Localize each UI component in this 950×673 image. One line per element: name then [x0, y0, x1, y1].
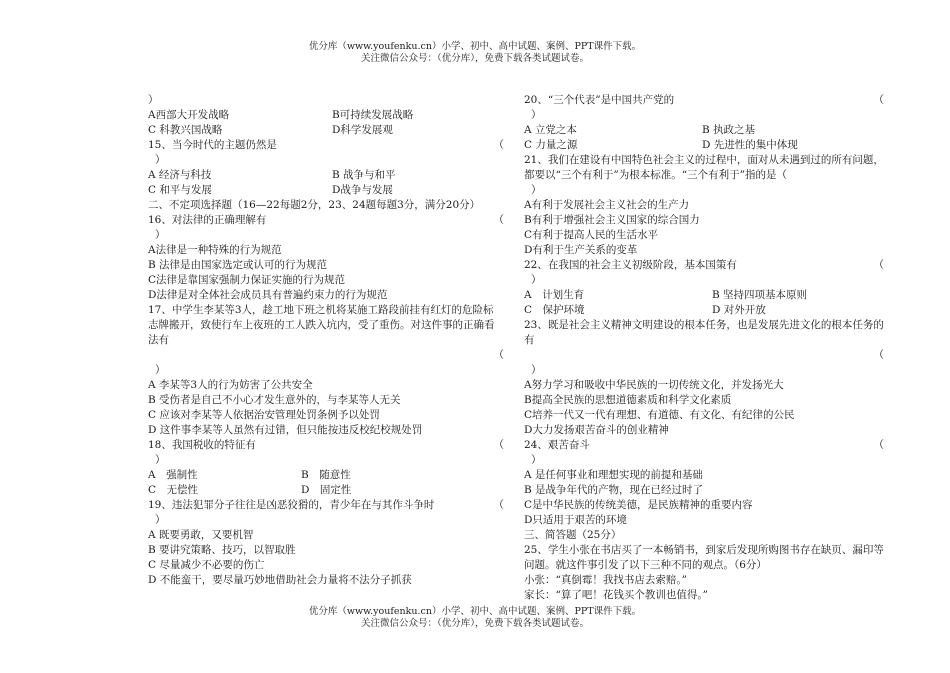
section-3-title: 三、简答题（25分）: [524, 529, 622, 541]
q20-options-row-2: [524, 138, 884, 153]
q20-paren: （: [873, 94, 884, 106]
q14-close-paren: ）: [148, 94, 159, 106]
q20-option-c: C 力量之源: [524, 139, 578, 151]
q19-option-b: B 要讲究策略、技巧，以智取胜: [148, 544, 296, 556]
q20-options-row-1: [524, 123, 884, 138]
q22-paren: （: [873, 259, 884, 271]
q20-option-d: D 先进性的集中体现: [702, 139, 798, 151]
q20-stem-line: [524, 93, 884, 108]
q14-option-a: A西部大开发战略: [148, 109, 230, 121]
q21-option-d: D有利于生产关系的变革: [524, 244, 638, 256]
q19-stem-line: [148, 498, 504, 513]
q22-close-paren: ）: [531, 274, 542, 286]
q23-option-c: C培养一代又一代有理想、有道德、有文化、有纪律的公民: [524, 409, 795, 421]
q24-close-paren: ）: [531, 454, 542, 466]
q21-option-b: B有利于增强社会主义国家的综合国力: [524, 214, 700, 226]
q17-paren-line: [148, 348, 504, 363]
right-column: [524, 93, 884, 603]
q16-paren: （: [493, 214, 504, 226]
q25-stem: 25、学生小张在书店买了一本畅销书，到家后发现所购图书存在缺页、漏印等问题。就这件事引发了以下三种不同的观点。（6分）: [524, 544, 884, 571]
q17-option-c: C 应该对李某等人依据治安管理处罚条例予以处罚: [148, 409, 380, 421]
q21-option-c: C有利于提高人民的生活水平: [524, 229, 659, 241]
q15-option-b: B 战争与和平: [332, 169, 396, 181]
q23-close-paren: ）: [531, 364, 542, 376]
q24-option-c: C是中华民族的传统美德，是民族精神的重要内容: [524, 499, 753, 511]
q14-options-row-1: [148, 108, 504, 123]
q15-option-a: A 经济与科技: [148, 169, 212, 181]
q16-stem: 16、对法律的正确理解有: [148, 214, 267, 226]
section-2-title: 二、不定项选择题（16—22每题2分，23、24题每题3分，满分20分）: [148, 199, 481, 211]
page-footer: [0, 606, 950, 630]
q22-options-row-1: [524, 288, 884, 303]
q25-xiaozhang-view: 小张：“真倒霉！我找书店去索赔。”: [524, 574, 687, 586]
q23-paren: （: [873, 349, 884, 361]
q22-stem: 22、在我国的社会主义初级阶段，基本国策有: [524, 259, 737, 271]
q22-option-a: A 计划生育: [524, 289, 585, 301]
q15-options-row-1: [148, 168, 504, 183]
page-header: [0, 41, 950, 65]
q21-stem: 21、我们在建设有中国特色社会主义的过程中，面对从未遇到过的所有问题，都要以“三个有利于”为根本标准。“三个有利于”指的是（: [524, 154, 884, 181]
q17-close-paren: ）: [155, 364, 166, 376]
header-line-1: 优分库（www.youfenku.cn）小学、初中、高中试题、案例、PPT课件下载。: [308, 41, 642, 52]
q17-stem: 17、中学生李某等3人，趁工地下班之机将某施工路段前挂有红灯的危险标志牌搬开，致使行车上夜班的工人跌入坑内，受了重伤。对这件事的正确看法有: [148, 304, 495, 346]
left-column: [148, 93, 504, 588]
q18-options-row-2: [148, 483, 504, 498]
q23-stem: 23、既是社会主义精神文明建设的根本任务，也是发展先进文化的根本任务的有: [524, 319, 884, 346]
q18-close-paren: ）: [155, 454, 166, 466]
q22-stem-line: [524, 258, 884, 273]
q18-option-d: D 固定性: [301, 484, 352, 496]
q24-paren: （: [873, 439, 884, 451]
q20-option-a: A 立党之本: [524, 124, 577, 136]
q19-option-a: A 既要勇敢，又要机智: [148, 529, 254, 541]
q21-option-a: A有利于发展社会主义社会的生产力: [524, 199, 690, 211]
q16-option-d: D法律是对全体社会成员具有普遍约束力的行为规范: [148, 289, 388, 301]
q20-stem: 20、“三个代表”是中国共产党的: [524, 94, 675, 106]
q16-stem-line: [148, 213, 504, 228]
q22-option-b: B 坚持四项基本原则: [712, 289, 808, 301]
q22-options-row-2: [524, 303, 884, 318]
header-line-2: 关注微信公众号：（优分库），免费下载各类试题试卷。: [360, 53, 589, 64]
q23-paren-line: [524, 348, 884, 363]
footer-line-1: 优分库（www.youfenku.cn）小学、初中、高中试题、案例、PPT课件下载。: [308, 606, 642, 617]
q18-option-a: A 强制性: [148, 469, 198, 481]
q23-option-a: A努力学习和吸收中华民族的一切传统文化，并发扬光大: [524, 379, 784, 391]
q24-option-a: A 是任何事业和理想实现的前提和基础: [524, 469, 703, 481]
q17-option-b: B 受伤者是自己不小心才发生意外的，与李某等人无关: [148, 394, 401, 406]
q20-option-b: B 执政之基: [702, 124, 756, 136]
q19-paren: （: [493, 499, 504, 511]
q14-option-d: D科学发展观: [332, 124, 393, 136]
q16-option-a: A法律是一种特殊的行为规范: [148, 244, 282, 256]
q16-option-b: B 法律是由国家选定或认可的行为规范: [148, 259, 328, 271]
q22-option-d: D 对外开放: [712, 304, 766, 316]
q14-option-b: B可持续发展战略: [332, 109, 414, 121]
q24-stem-line: [524, 438, 884, 453]
q19-close-paren: ）: [155, 514, 166, 526]
q16-option-c: C法律是靠国家强制力保证实施的行为规范: [148, 274, 346, 286]
q23-option-d: D大力发扬艰苦奋斗的创业精神: [524, 424, 669, 436]
q24-stem: 24、艰苦奋斗: [524, 439, 590, 451]
q22-option-c: C 保护环境: [524, 304, 585, 316]
q19-stem: 19、违法犯罪分子往往是凶恶狡猾的，青少年在与其作斗争时: [148, 499, 435, 511]
q18-option-c: C 无偿性: [148, 484, 199, 496]
q25-parent-view: 家长：“算了吧！花钱买个教训也值得。”: [524, 589, 708, 601]
q18-option-b: B 随意性: [301, 469, 351, 481]
q17-option-d: D 这件事李某等人虽然有过错，但只能按违反校纪校规处罚: [148, 424, 423, 436]
q18-stem-line: [148, 438, 504, 453]
q14-option-c: C 科教兴国战略: [148, 124, 223, 136]
q14-options-row-2: [148, 123, 504, 138]
q19-option-d: D 不能蛮干，要尽量巧妙地借助社会力量将不法分子抓获: [148, 574, 412, 586]
q19-option-c: C 尽量减少不必要的伤亡: [148, 559, 265, 571]
q15-close-paren: ）: [155, 154, 166, 166]
footer-line-2: 关注微信公众号：（优分库），免费下载各类试题试卷。: [360, 618, 589, 629]
q18-paren: （: [493, 439, 504, 451]
q18-options-row-1: [148, 468, 504, 483]
q23-option-b: B提高全民族的思想道德素质和科学文化素质: [524, 394, 732, 406]
q15-paren: （: [493, 139, 504, 151]
q15-stem-line: [148, 138, 504, 153]
q16-close-paren: ）: [155, 229, 166, 241]
q15-option-d: D战争与发展: [332, 184, 393, 196]
q17-option-a: A 李某等3人的行为妨害了公共安全: [148, 379, 313, 391]
q21-close-paren: ）: [531, 184, 542, 196]
q24-option-d: D只适用于艰苦的环境: [524, 514, 627, 526]
q20-close-paren: ）: [531, 109, 542, 121]
q15-stem: 15、当今时代的主题仍然是: [148, 139, 277, 151]
q15-options-row-2: [148, 183, 504, 198]
q18-stem: 18、我国税收的特征有: [148, 439, 256, 451]
q15-option-c: C 和平与发展: [148, 184, 212, 196]
q24-option-b: B 是战争年代的产物，现在已经过时了: [524, 484, 704, 496]
q17-paren: （: [493, 349, 504, 361]
